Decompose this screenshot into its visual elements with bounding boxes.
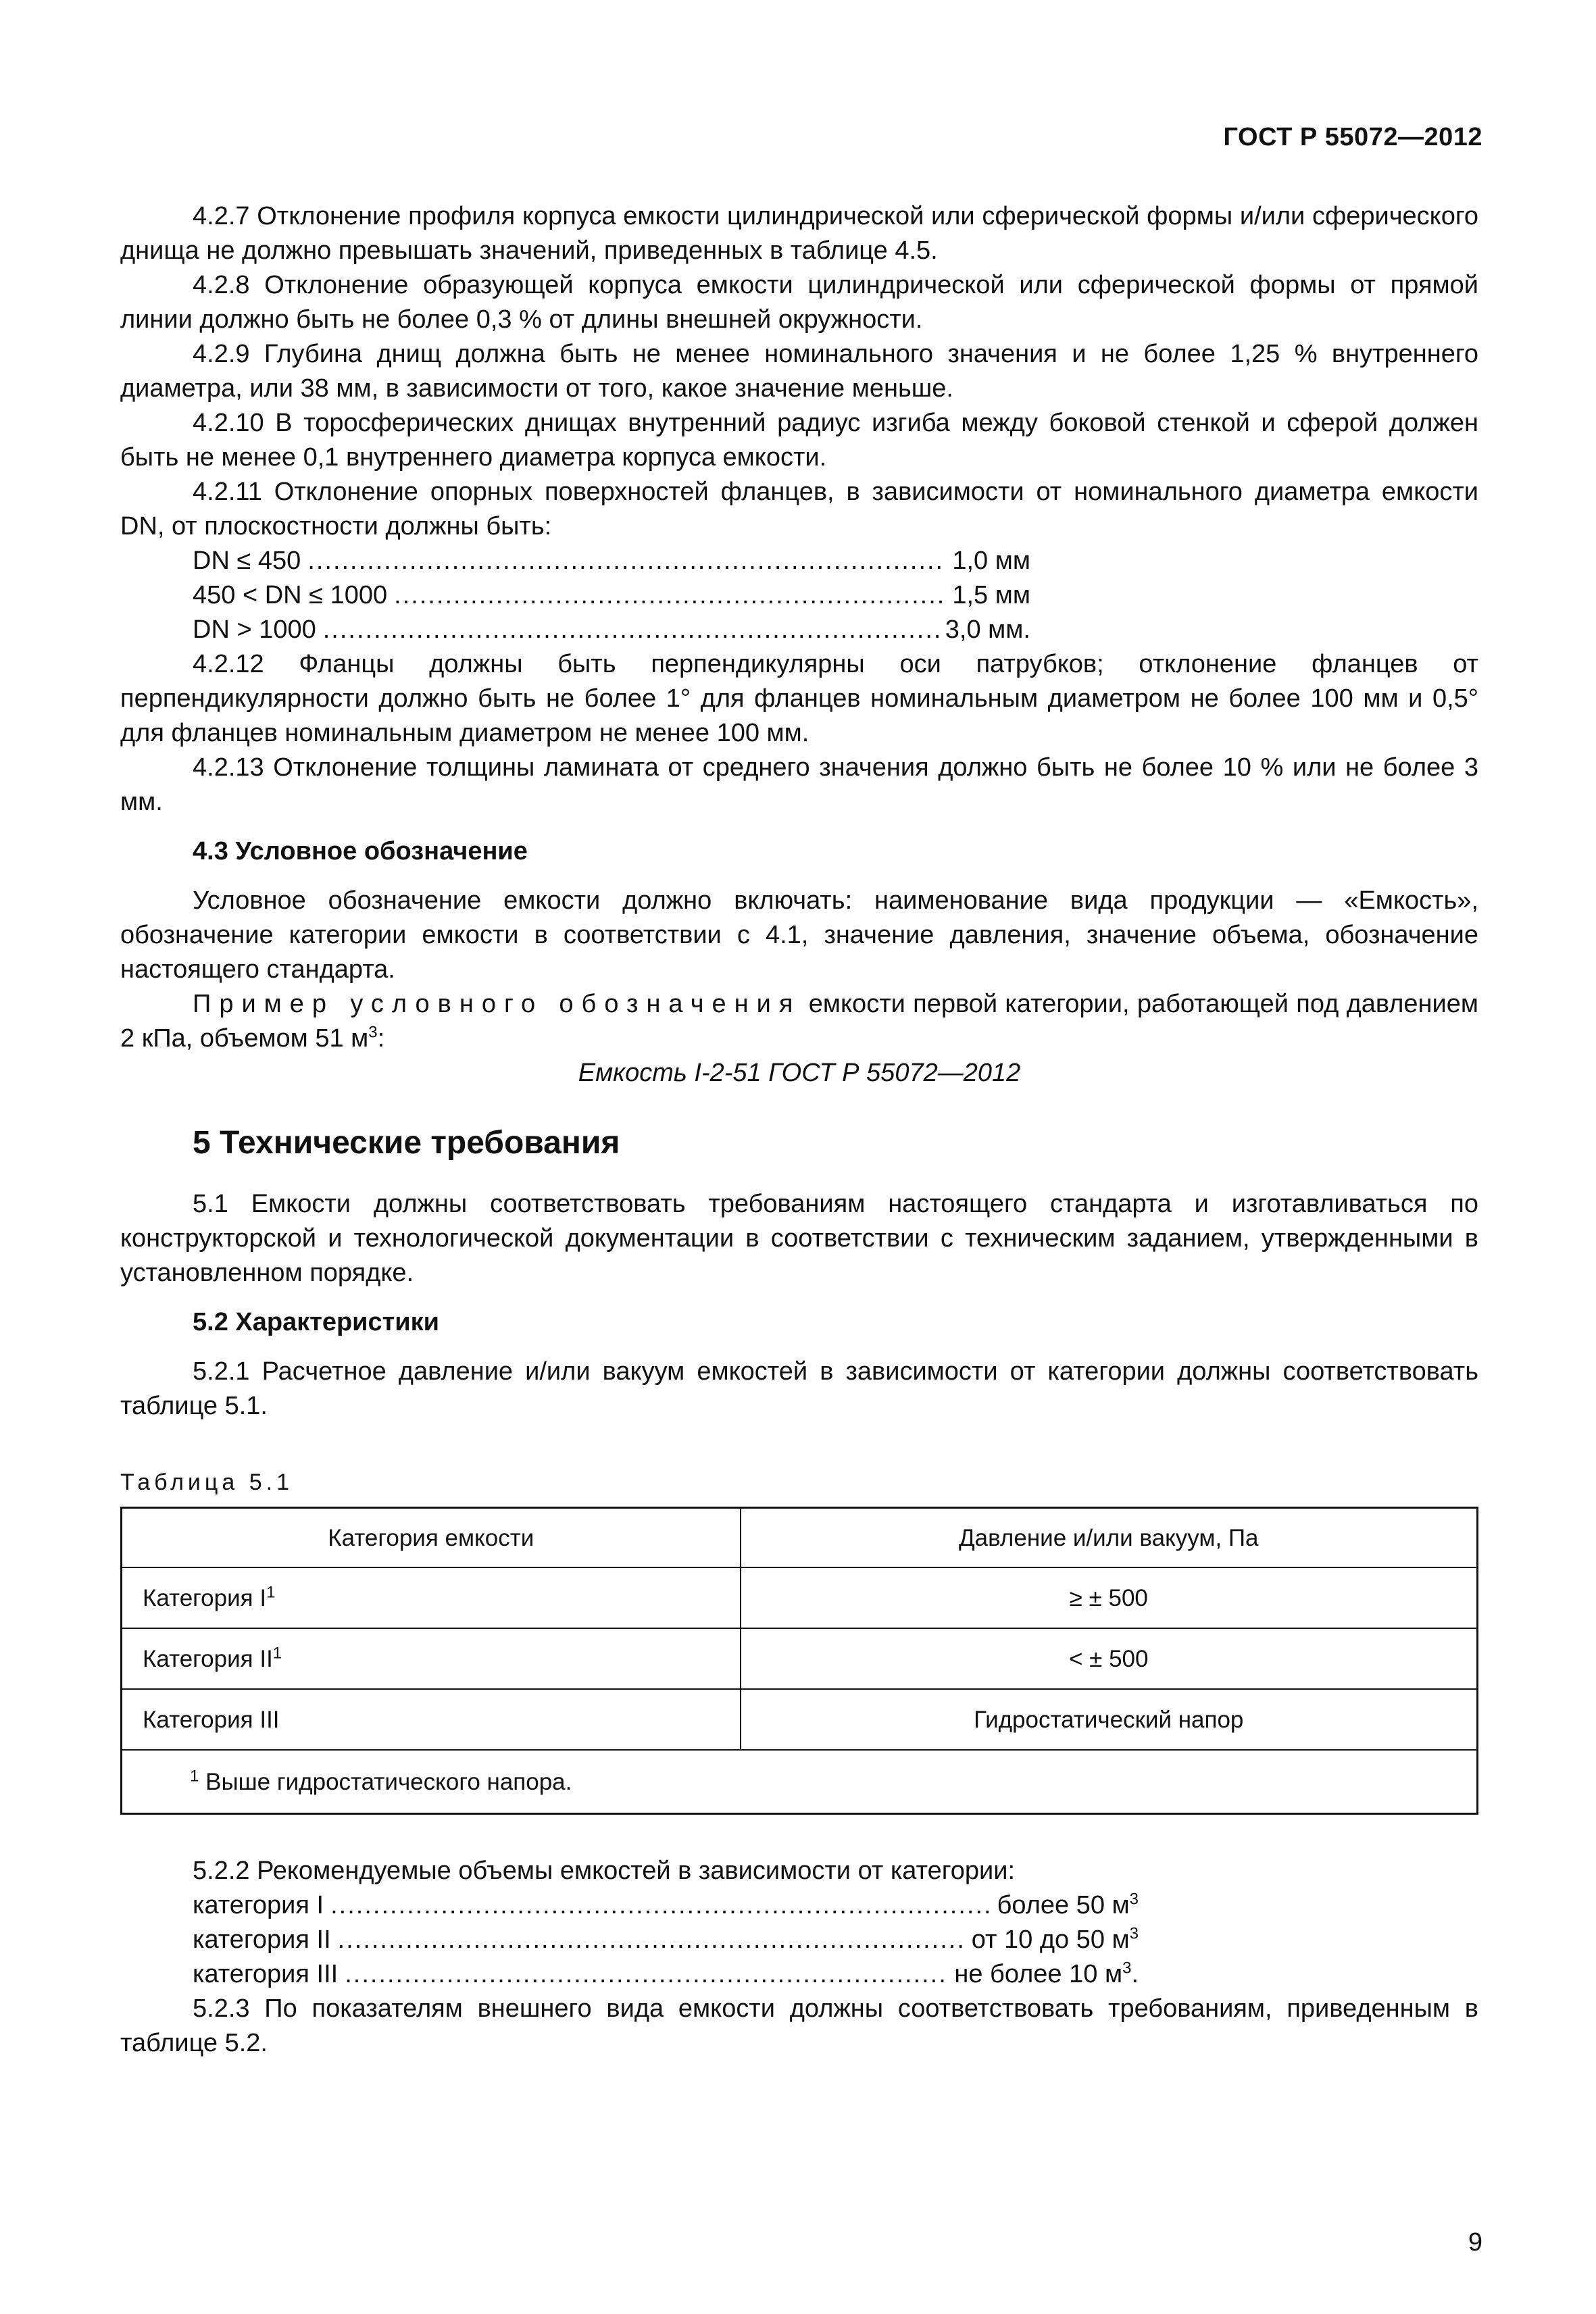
section-heading-5-2: 5.2 Характеристики bbox=[193, 1308, 440, 1336]
leader-dots bbox=[330, 1888, 991, 1923]
volume-value-text: не более 10 м bbox=[954, 1960, 1123, 1988]
paragraph-5-2-3: 5.2.3 По показателям внешнего вида емкости должны соответствовать требованиям, приведенным в таблице 5.2. bbox=[120, 1994, 1478, 2057]
paragraph-4-2-7: 4.2.7 Отклонение профиля корпуса емкости цилиндрической или сферической формы и/или сферического днища не должно превышать значений, приведенных в таблице 4.5. bbox=[120, 202, 1478, 265]
volume-item bbox=[193, 1888, 1139, 1923]
paragraph-4-2-8: 4.2.8 Отклонение образующей корпуса емкости цилиндрической или сферической формы от прямой линии должно быть не более 0,3 % от длины внешней окружности. bbox=[120, 271, 1478, 334]
volume-item bbox=[193, 1923, 1139, 1957]
paragraph-5-1: 5.1 Емкости должны соответствовать требованиям настоящего стандарта и изготавливаться по конструкторской и технологической документации в соответствии с техническим заданием, утвержденными в установленном порядке. bbox=[120, 1190, 1478, 1287]
flatness-value: 1,5 мм bbox=[952, 581, 1030, 609]
table-caption: Таблица 5.1 bbox=[120, 1469, 294, 1495]
volume-value bbox=[954, 1957, 1139, 1992]
volume-list bbox=[120, 1888, 1478, 1992]
category-text: Категория II bbox=[143, 1645, 273, 1672]
leader-dots bbox=[394, 578, 945, 613]
category-cell bbox=[122, 1628, 741, 1689]
flatness-list bbox=[120, 544, 1478, 647]
volume-superscript: 3 bbox=[1122, 1959, 1132, 1978]
paragraph-4-2-12: 4.2.12 Фланцы должны быть перпендикулярны оси патрубков; отклонение фланцев от перпендикулярности должно быть не более 1° для фланцев номинальным диаметром не более 100 мм и 0,5° для фланцев номинальным диаметром не менее 100 мм. bbox=[120, 650, 1478, 747]
example-superscript: 3 bbox=[368, 1023, 378, 1042]
volume-superscript: 3 bbox=[1129, 1890, 1139, 1909]
flatness-label: 450 < DN ≤ 1000 bbox=[193, 581, 388, 609]
section-heading-5: 5 Технические требования bbox=[193, 1125, 620, 1161]
volume-end: . bbox=[1131, 1960, 1139, 1988]
table-footnote bbox=[122, 1750, 1478, 1814]
table-header-cell: Давление и/или вакуум, Па bbox=[741, 1508, 1478, 1568]
flatness-value: 1,0 мм bbox=[952, 547, 1030, 575]
flatness-item bbox=[193, 578, 1030, 613]
example-end: : bbox=[377, 1024, 385, 1053]
volume-superscript: 3 bbox=[1129, 1924, 1139, 1943]
flatness-value: 3,0 мм. bbox=[945, 615, 1030, 644]
category-text: Категория I bbox=[143, 1584, 267, 1611]
flatness-label: DN > 1000 bbox=[193, 615, 316, 644]
footnote-mark: 1 bbox=[266, 1582, 276, 1601]
table-header-cell: Категория емкости bbox=[122, 1508, 741, 1568]
volume-label: категория III bbox=[193, 1960, 339, 1988]
flatness-label: DN ≤ 450 bbox=[193, 547, 301, 575]
table-row bbox=[122, 1628, 1478, 1689]
table-5-1 bbox=[120, 1507, 1478, 1815]
document-id-header: ГОСТ Р 55072—2012 bbox=[1223, 123, 1482, 151]
example-designation: Емкость I-2-51 ГОСТ Р 55072—2012 bbox=[578, 1059, 1021, 1087]
table-row bbox=[122, 1689, 1478, 1750]
volume-value bbox=[997, 1888, 1139, 1923]
footnote-mark: 1 bbox=[272, 1643, 282, 1662]
footnote-mark: 1 bbox=[190, 1766, 199, 1785]
flatness-item bbox=[193, 544, 1030, 578]
paragraph-4-2-9: 4.2.9 Глубина днищ должна быть не менее номинального значения и не более 1,25 % внутреннего диаметра, или 38 мм, в зависимости от того, какое значение меньше. bbox=[120, 340, 1478, 403]
volume-value-text: от 10 до 50 м bbox=[971, 1926, 1130, 1954]
table-header-row bbox=[122, 1508, 1478, 1568]
spacer bbox=[120, 1815, 1478, 1854]
pressure-cell: Гидростатический напор bbox=[741, 1689, 1478, 1750]
page-number: 9 bbox=[1468, 2228, 1482, 2257]
volume-label: категория I bbox=[193, 1891, 324, 1919]
category-text: Категория III bbox=[143, 1706, 280, 1733]
volume-item bbox=[193, 1957, 1139, 1992]
paragraph-5-2-2: 5.2.2 Рекомендуемые объемы емкостей в зависимости от категории: bbox=[193, 1857, 1016, 1885]
category-cell bbox=[122, 1689, 741, 1750]
flatness-item bbox=[193, 613, 1030, 647]
paragraph-4-2-13: 4.2.13 Отклонение толщины ламината от среднего значения должно быть не более 10 % или не более 3 мм. bbox=[120, 753, 1478, 816]
table-row bbox=[122, 1567, 1478, 1628]
table-footnote-row bbox=[122, 1750, 1478, 1814]
document-body bbox=[120, 199, 1478, 2061]
paragraph-5-2-1: 5.2.1 Расчетное давление и/или вакуум емкостей в зависимости от категории должны соответствовать таблице 5.1. bbox=[120, 1357, 1478, 1420]
section-heading-4-3: 4.3 Условное обозначение bbox=[193, 837, 528, 865]
example-paragraph bbox=[120, 987, 1478, 1056]
pressure-cell: < ± 500 bbox=[741, 1628, 1478, 1689]
leader-dots bbox=[338, 1923, 965, 1957]
example-label: Пример условного обозначения bbox=[193, 990, 801, 1018]
footnote-text: Выше гидростатического напора. bbox=[205, 1768, 572, 1795]
paragraph-4-2-11: 4.2.11 Отклонение опорных поверхностей фланцев, в зависимости от номинального диаметра емкости DN, от плоскостности должны быть: bbox=[120, 478, 1478, 540]
volume-value-text: более 50 м bbox=[997, 1891, 1130, 1919]
paragraph-4-2-10: 4.2.10 В торосферических днищах внутренний радиус изгиба между боковой стенкой и сферой должен быть не менее 0,1 внутреннего диаметра корпуса емкости. bbox=[120, 409, 1478, 472]
leader-dots bbox=[323, 613, 939, 647]
volume-value bbox=[972, 1923, 1139, 1957]
pressure-cell: ≥ ± 500 bbox=[741, 1567, 1478, 1628]
leader-dots bbox=[345, 1957, 947, 1992]
category-cell bbox=[122, 1567, 741, 1628]
paragraph-4-3: Условное обозначение емкости должно включать: наименование вида продукции — «Емкость», обозначение категории емкости в соответствии с 4.1, значение давления, значение объема, обозначение настоящего стандарта. bbox=[120, 886, 1478, 984]
volume-label: категория II bbox=[193, 1926, 331, 1954]
leader-dots bbox=[307, 544, 945, 578]
example-text: емкости первой категории, работающей под давлением 2 кПа, объемом 51 м bbox=[120, 990, 1478, 1053]
